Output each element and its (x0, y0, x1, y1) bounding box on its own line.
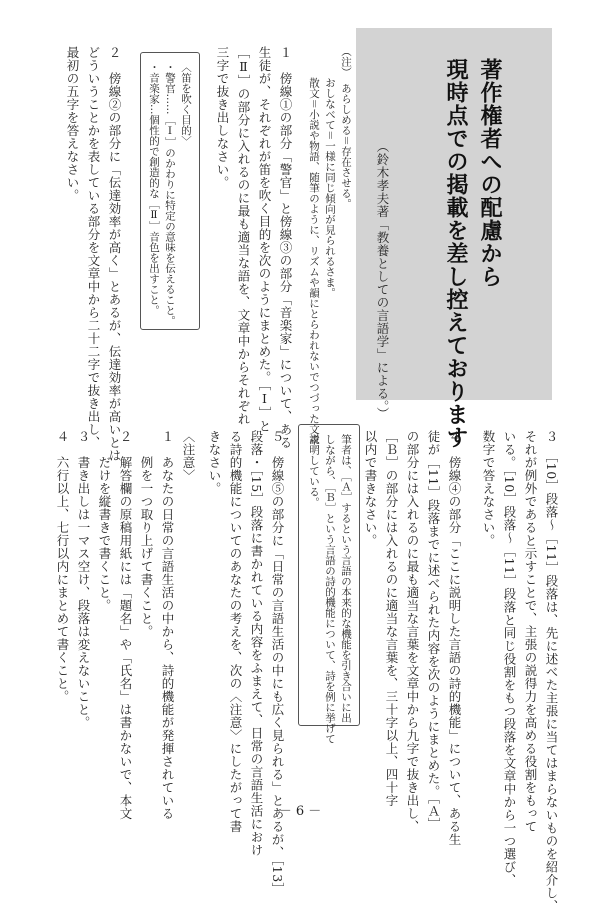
caution-title: 〈注意〉 (181, 430, 196, 482)
notice-line-2: 現時点での掲載を差し控えております (443, 58, 468, 449)
question-2-line: ２ 傍線②の部分に「伝達効率が高く」とあるが、伝達効率が高いとは (107, 46, 122, 462)
question-5-line: 段落・［15］段落に書かれている内容をふまえて、日常の言語生活におけ (249, 430, 264, 857)
question-3 (478, 430, 562, 913)
caution-item: ３ 書き出しは一マス空け、段落は変えないこと。 (76, 430, 91, 729)
box-line: ・警官……［Ⅰ］のかわりに特定の意味を伝えること。 (164, 62, 176, 326)
question-3-line: それが例外であると示すことで、主張の説得力を高める役割をもって (523, 430, 538, 833)
question-3-line: いる。［10］段落～［11］段落と同じ役割をもつ段落を文章中から一つ選び、 (502, 430, 517, 887)
question-4-line: 徒が［11］段落までに述べられた内容を次のようにまとめた。［Ａ］ (426, 430, 441, 831)
box-line: 説明している。 (308, 434, 320, 508)
box-line: しながら、［Ｂ］という言語の詩的機能について、詩を例に挙げて (324, 434, 336, 744)
glossary-notes (306, 46, 354, 456)
note-line: おしなべて＝一様に同じ傾向が見られるさま。 (324, 46, 336, 298)
question-2-line: 最初の五字を答えなさい。 (65, 46, 80, 202)
question-1-box-text (146, 62, 194, 326)
note-line: （注） あらしめる＝存在させる。 (340, 46, 352, 209)
question-3-line: ３ ［10］段落～［11］段落は、先に述べた主張に当てはまらないものを紹介し、 (544, 430, 559, 913)
caution-item: １ あなたの日常の言語生活の中から、詩的機能が発揮されている (160, 430, 175, 820)
question-1-line: ［Ⅱ］の部分に入れるのに最も適当な語を、文章中からそれぞれ (236, 46, 251, 426)
question-1-line: 三字で抜き出しなさい。 (215, 46, 230, 189)
question-1-line: 生徒が、それぞれが笛を吹く目的を次のようにまとめた。［Ⅰ］と (257, 46, 272, 433)
question-3-line: 数字で答えなさい。 (481, 430, 496, 547)
question-1 (212, 46, 296, 449)
box-heading: 〈笛を吹く目的〉 (180, 62, 192, 146)
notice-line-1: 著作権者への配慮から (477, 58, 502, 288)
question-1-line: １ 傍線①の部分「警官」と傍線③の部分「音楽家」について、ある (278, 46, 293, 449)
box-line: 筆者は、［Ａ］するという言語の本来的な機能を引き合いに出 (340, 434, 352, 723)
question-5-cautions (52, 430, 199, 820)
box-line: ・音楽家…個性的で創造的な［Ⅱ］音色を出すこと。 (148, 62, 160, 316)
question-5-line: る詩的機能についてのあなたの考えを、次の〈注意〉にしたがって書 (228, 430, 243, 833)
caution-item: 例を一つ取り上げて書くこと。 (139, 430, 154, 638)
question-5-line: きなさい。 (207, 430, 222, 495)
note-line: 散文＝小説や物語、随筆のように、リズムや韻にとらわれないでつづった文章。 (308, 46, 320, 456)
question-4-line: の部分には入れるのに最も適当な言葉を文章中から九字で抜き出し、 (405, 430, 420, 833)
question-4-box-text (306, 434, 354, 744)
question-2-line: どういうことかを表している部分を文章中から二十二字で抜き出し、 (86, 46, 101, 449)
question-4-line: ［Ｂ］の部分には入れるのに適当な言葉を、三十字以上、四十字 (384, 430, 399, 807)
question-5-line: ５ 傍線⑤の部分に「日常の言語生活の中にも広く見られる」とあるが、［13］ (270, 430, 285, 896)
page-number: － 6 － (278, 804, 322, 819)
source-citation: （鈴木孝夫著「教養としての言語学」による。） (375, 140, 390, 420)
question-4-line: 以内で書きなさい。 (363, 430, 378, 547)
caution-item: だけを縦書きで書くこと。 (97, 430, 112, 612)
caution-item: ２ 解答欄の原稿用紙には「題名」や「氏名」は書かないで、本文 (118, 430, 133, 820)
copyright-notice (438, 58, 506, 449)
question-4-line: ４ 傍線④の部分「ここに説明した言語の詩的機能」について、ある生 (447, 430, 462, 846)
caution-item: ４ 六行以上、七行以内にまとめて書くこと。 (55, 430, 70, 703)
question-5 (204, 430, 288, 896)
question-4 (360, 430, 465, 846)
question-2 (62, 46, 125, 462)
